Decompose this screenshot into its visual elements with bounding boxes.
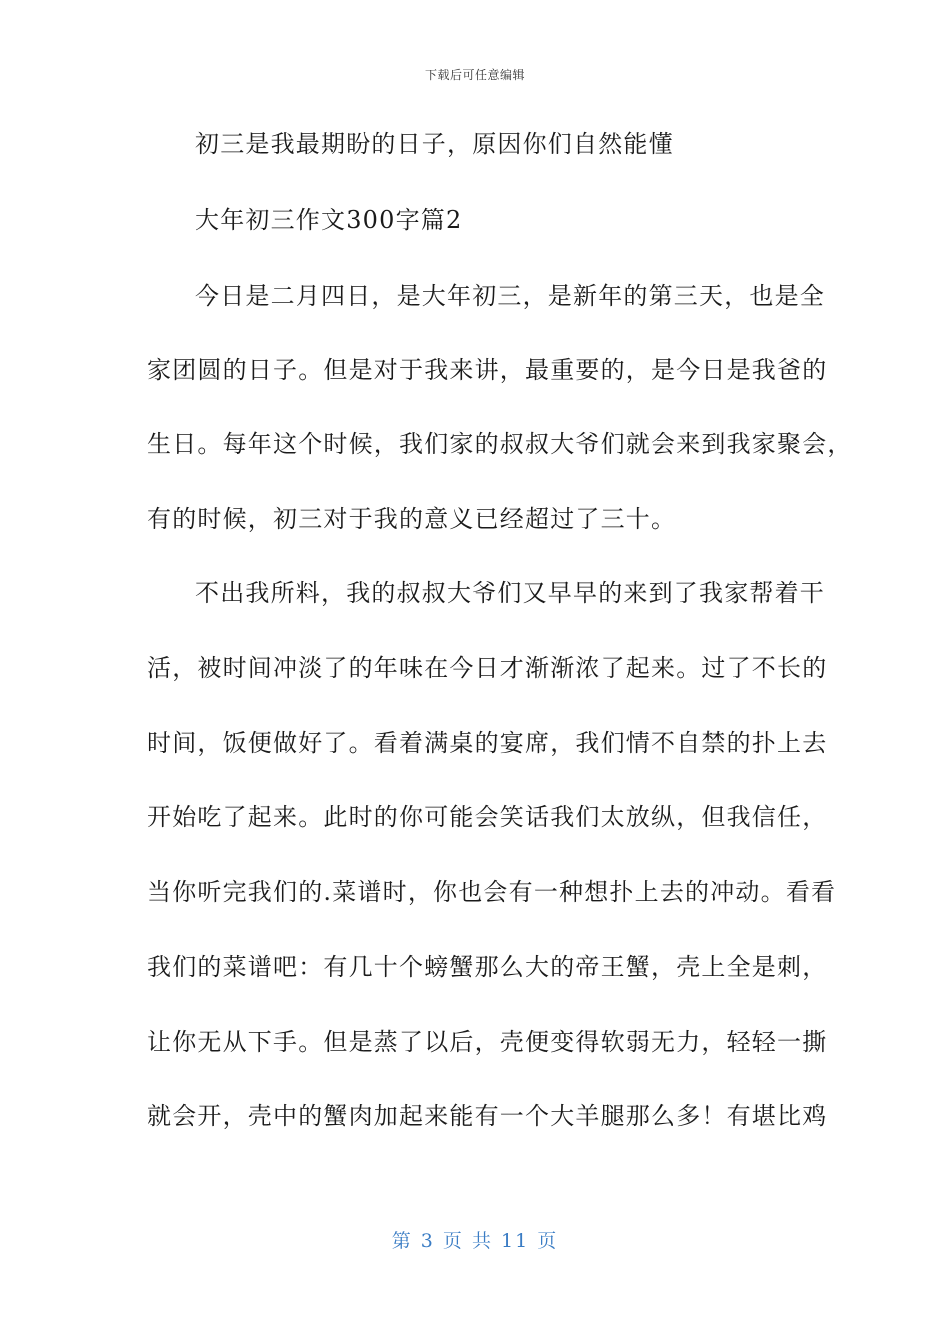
paragraph-line: 当你听完我们的.菜谱时，你也会有一种想扑上去的冲动。看看 [147, 878, 837, 906]
paragraph-line: 家团圆的日子。但是对于我来讲，最重要的，是今日是我爸的 [147, 356, 828, 384]
paragraph-line: 初三是我最期盼的日子，原因你们自然能懂 [195, 130, 674, 158]
page-number-footer: 第 3 页 共 11 页 [391, 1230, 559, 1252]
page-header-note: 下载后可任意编辑 [424, 68, 525, 82]
paragraph-line: 今日是二月四日，是大年初三，是新年的第三天，也是全 [195, 282, 825, 310]
section-heading: 大年初三作文300字篇2 [195, 206, 463, 234]
paragraph-line: 活，被时间冲淡了的年味在今日才渐渐浓了起来。过了不长的 [147, 654, 828, 682]
paragraph-line: 有的时候，初三对于我的意义已经超过了三十。 [147, 505, 677, 533]
paragraph-line: 生日。每年这个时候，我们家的叔叔大爷们就会来到我家聚会， [147, 430, 853, 458]
paragraph-line: 让你无从下手。但是蒸了以后，壳便变得软弱无力，轻轻一撕 [147, 1028, 828, 1056]
paragraph-line: 时间，饭便做好了。看着满桌的宴席，我们情不自禁的扑上去 [147, 729, 828, 757]
paragraph-line: 开始吃了起来。此时的你可能会笑话我们太放纵，但我信任， [147, 803, 828, 831]
paragraph-line: 不出我所料，我的叔叔大爷们又早早的来到了我家帮着干 [195, 579, 825, 607]
paragraph-line: 就会开，壳中的蟹肉加起来能有一个大羊腿那么多！有堪比鸡 [147, 1102, 828, 1130]
paragraph-line: 我们的菜谱吧：有几十个螃蟹那么大的帝王蟹，壳上全是刺， [147, 953, 828, 981]
